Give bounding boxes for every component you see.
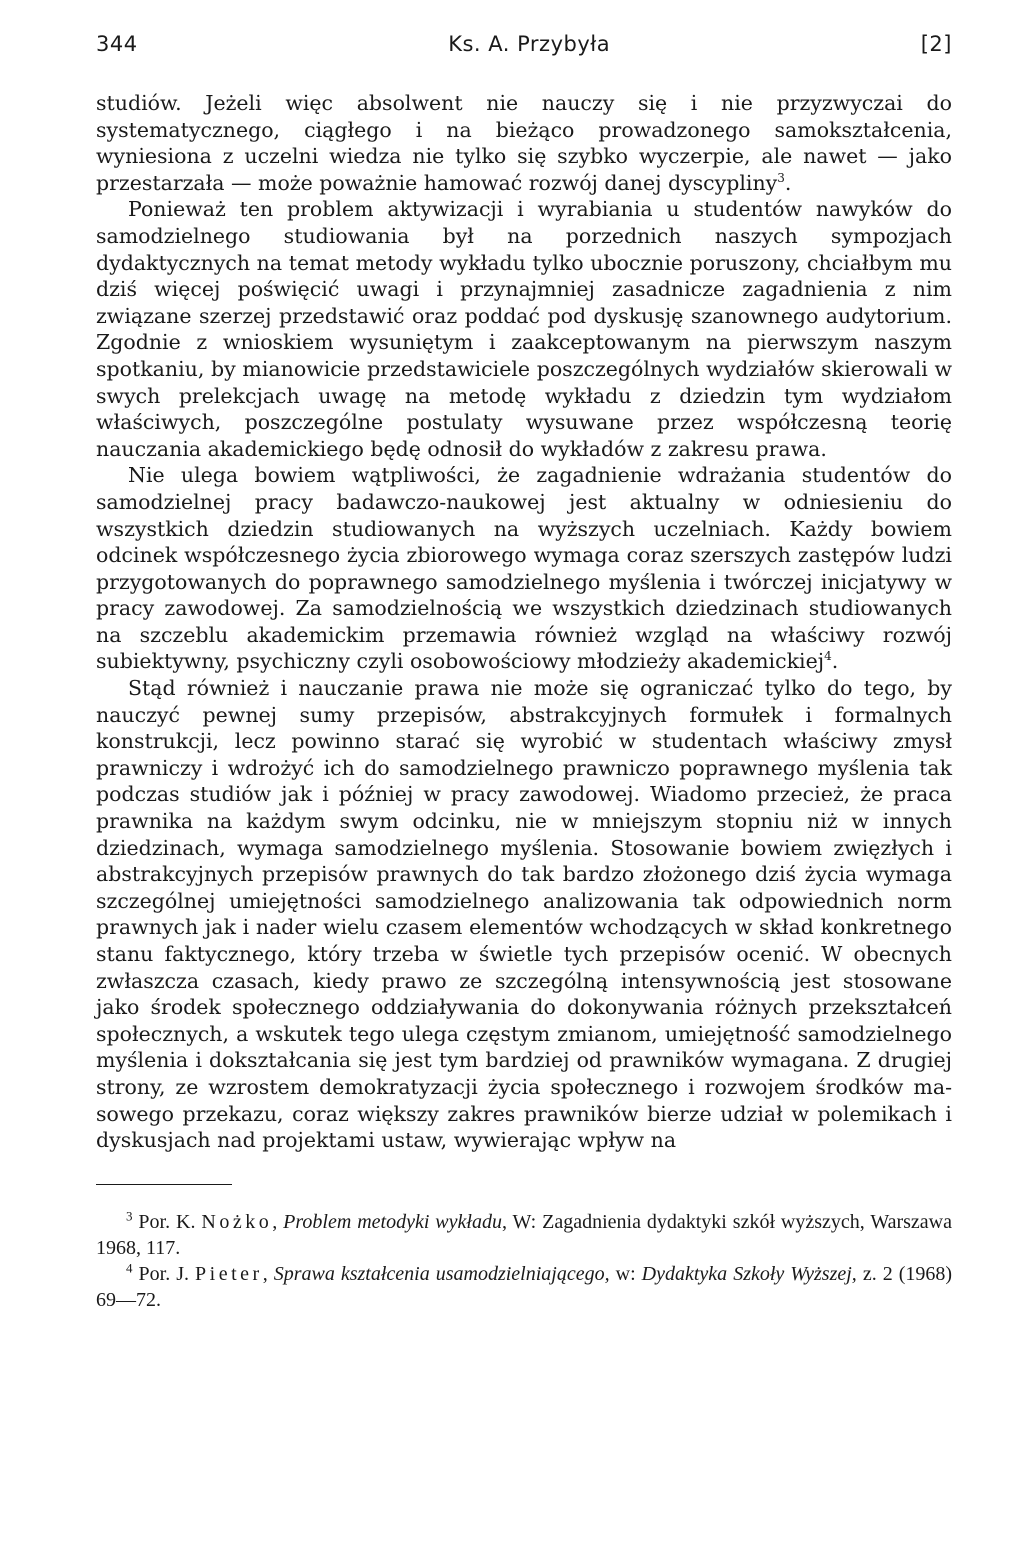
paragraph-1 (96, 90, 952, 196)
running-author: Ks. A. Przybyła (448, 32, 611, 56)
paragraph-text: studiów. Jeżeli więc absolwent nie nauczy się i nie przyzwyczai do systematycznego, ciągłego i na bieżąco prowadzonego samokształcenia, wyniesiona z uczelni wiedza nie tylko się szybko wyczerpie, ale nawet — jako przestarzała — może poważnie hamować rozwój danej dyscypliny (96, 91, 952, 195)
footnote-4 (96, 1261, 952, 1313)
footnote-reference[interactable]: 3 (777, 170, 785, 185)
paragraph-text: Stąd również i nauczanie prawa nie może się ograniczać tylko do tego, by nauczyć pewnej sumy przepisów, abstrakcyjnych formułek i formalnych konstrukcji, lecz powinno starać się wyrobić w studentach właściwy zmysł prawniczy i wdrożyć ich do samodzielnego prawniczo poprawnego myślenia tak podczas studiów jak i później w pracy zawodowej. Wiadomo przecież, że praca prawnika na każdym swym odcinku, nie w mniejszym stopniu niż w innych dziedzinach, wymaga samodzielnego myślenia. Stosowanie bowiem zwięzłych i abstrakcyjnych przepisów prawnych do tak bardzo złożonego dziś życia wymaga szczególnej umiejętności samodzielnego analizowania tak odpowiednich norm prawnych jak i nader wielu czasem elementów wchodzących w skład konkretnego stanu faktycznego, który trzeba w świetle tych przepisów ocenić. W obecnych zwłaszcza czasach, kiedy prawo ze szczególną intensywnością jest stosowane jako środek społecznego oddziaływania do dokonywania różnych przekształceń społecznych, a wskutek tego ulega częstym zmianom, umiejętność samodzielnego myślenia i dokształcania się jest tym bardziej od prawników wymagana. Z drugiej strony, ze wzrostem demokratyzacji życia społecznego i rozwojem środków masowego przekazu, coraz większy zakres prawników bierze udział w polemikach i dyskusjach nad projektami ustaw, wywierając wpływ na (96, 676, 952, 1153)
body-text (96, 90, 952, 1154)
paragraph-4 (96, 675, 952, 1154)
footnote-journal: Dydaktyka Szkoły Wyższej, (641, 1262, 857, 1285)
page-number: 344 (96, 32, 138, 56)
section-number: [2] (920, 32, 952, 56)
footnote-author: Pieter (195, 1262, 263, 1285)
paragraph-2 (96, 196, 952, 462)
footnotes (96, 1209, 952, 1313)
paragraph-tail: . (784, 170, 792, 195)
footnote-title: Sprawa kształcenia usamodzielniającego, (273, 1262, 610, 1285)
paragraph-text: Nie ulega bowiem wątpliwości, że zagadnienie wdrażania studentów do samodzielnej pracy badawczo-naukowej jest aktualny w odniesieniu do wszystkich dziedzin studiowanych na wyższych uczelniach. Każdy bowiem odcinek współczesnego życia zbiorowego wymaga coraz szerszych zastępów ludzi przygotowanych do poprawnego samodzielnego myślenia i twórczej inicjatywy w pracy zawodowej. Za samodzielnością we wszystkich dziedzinach studiowanych na szczeblu akademickim przemawia również wzgląd na właściwy rozwój subiektywny, psychiczny czyli osobowościowy młodzieży akademickiej (96, 463, 952, 674)
paragraph-text: Ponieważ ten problem aktywizacji i wyrabiania u studentów nawyków do samodzielnego studiowania był na porzednich naszych sympozjach dydaktycznych na temat metody wykładu tylko ubocznie poruszony, chciałbym mu dziś więcej poświęcić uwagi i przynajmniej zasadnicze zagadnienia z nim związane szerzej przedstawić oraz poddać pod dyskusję szanownego audytorium. Zgodnie z wnioskiem wysuniętym i zaakceptowanym na pierwszym naszym spotkaniu, by mianowicie przedstawiciele poszczególnych wydziałów skierowali w swych prelekcjach uwagę na metodę wykładu z dziedzin tym wydziałom właściwych, poszczególne postulaty wysuwane przez współczesną teorię nauczania akademickiego będę odnosił do wykładów z zakresu prawa. (96, 197, 952, 461)
footnote-separator: , (272, 1210, 284, 1233)
footnote-connector: w: (609, 1262, 642, 1285)
footnote-citation: , W: Zagadnienia dydaktyki szkół wyższych, Warszawa 1968, 117. (96, 1210, 953, 1259)
footnote-prefix: Por. K. (138, 1210, 202, 1233)
footnote-reference[interactable]: 4 (824, 649, 832, 664)
paragraph-3 (96, 462, 952, 675)
document-page (96, 24, 952, 1544)
paragraph-tail: . (831, 649, 839, 674)
footnote-mark: 4 (126, 1260, 133, 1276)
footnote-title: Problem metodyki wykładu (283, 1210, 502, 1233)
running-header (96, 24, 952, 64)
footnote-prefix: Por. J. (138, 1262, 196, 1285)
footnote-divider (96, 1184, 232, 1185)
footnote-separator: , (262, 1262, 274, 1285)
footnote-3 (96, 1209, 952, 1261)
footnote-mark: 3 (126, 1208, 133, 1224)
footnote-author: Nożko (201, 1210, 273, 1233)
footnote-citation: z. 2 (1968) 69—72. (96, 1262, 953, 1311)
